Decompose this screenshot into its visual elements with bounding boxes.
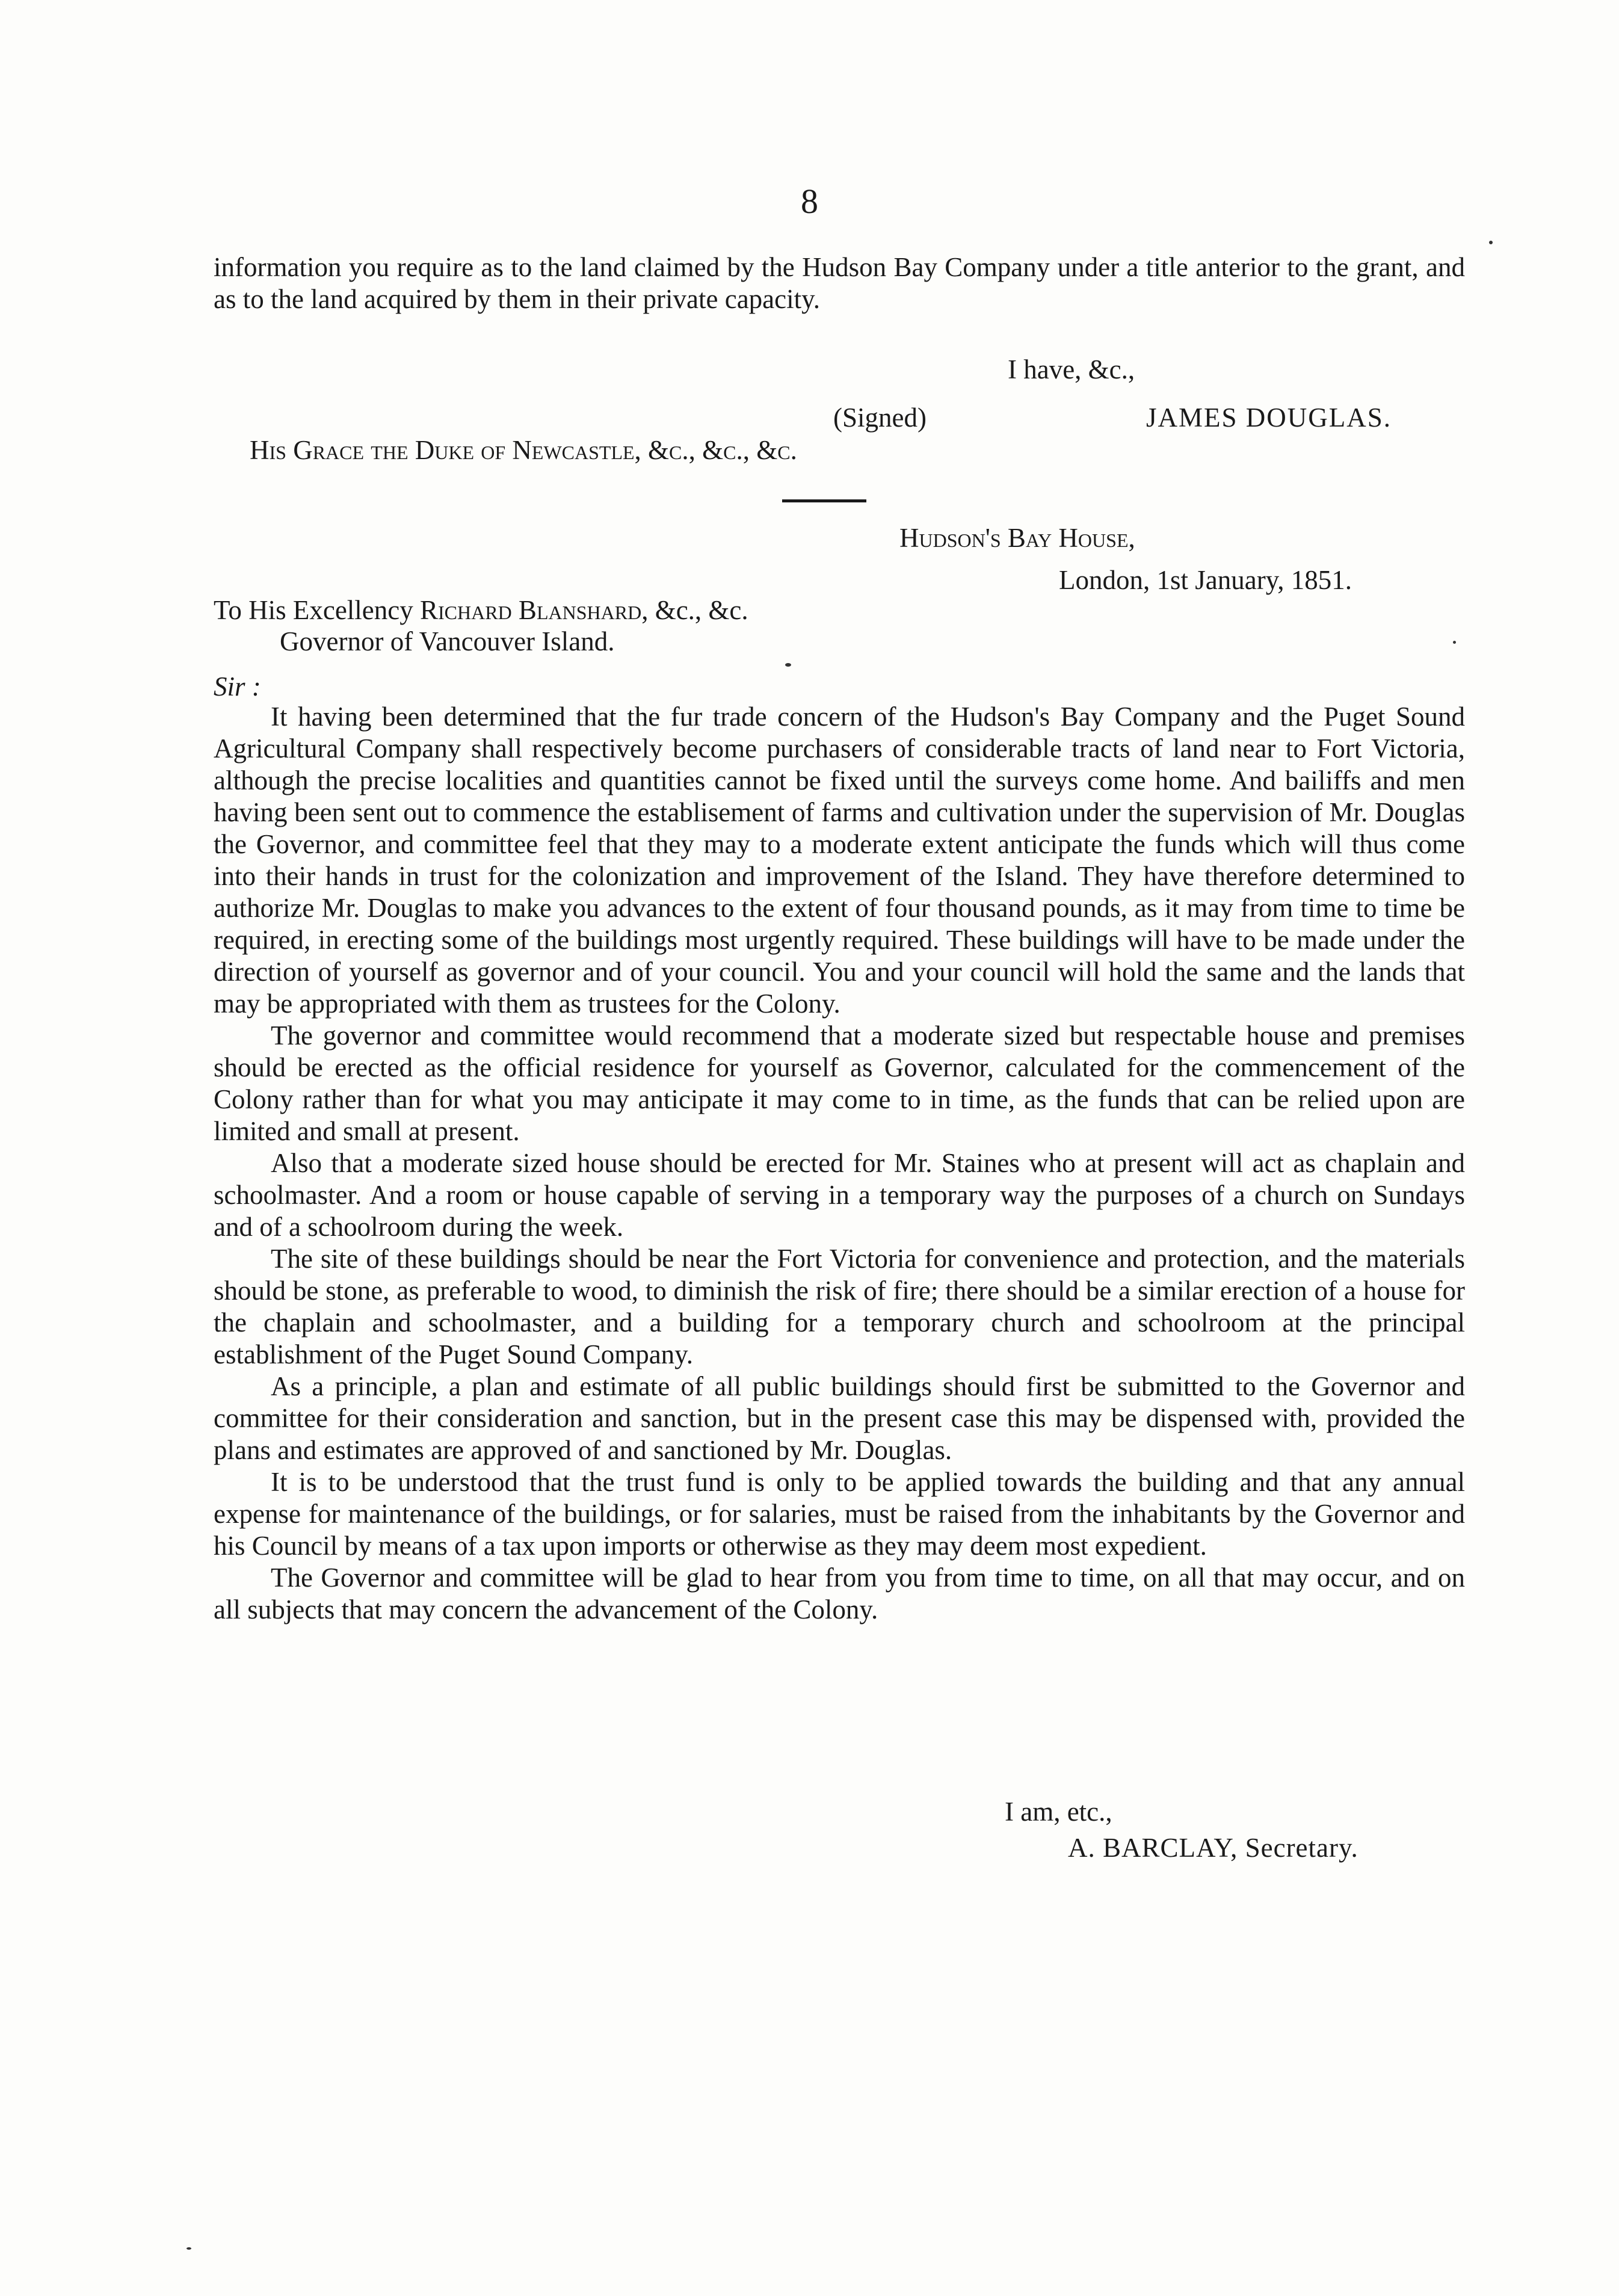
- first-letter-closing: I have, &c.,: [1008, 354, 1135, 384]
- recipient-line2: Governor of Vancouver Island.: [280, 626, 615, 656]
- letter-paragraph-5: As a principle, a plan and estimate of all public buildings should first be submitted to the Governor and committee for their consideration and sanction, but in the present case this may be dispensed with, provided the plans and estimates are approved of and sanctioned by Mr. Douglas.: [214, 1371, 1465, 1465]
- paper-speck: [785, 663, 791, 667]
- recipient-line1: [214, 594, 748, 626]
- first-letter-addressee: His Grace the Duke of Newcastle, &c., &c., &c.: [250, 435, 797, 465]
- recipient-prefix: To His Excellency: [214, 595, 420, 625]
- recipient-name: Richard Blanshard: [420, 595, 642, 625]
- second-letter-closing: I am, etc.,: [1005, 1797, 1112, 1827]
- recipient-suffix: , &c., &c.: [641, 595, 748, 625]
- page-number: 8: [801, 182, 818, 221]
- sender-address-line1: Hudson's Bay House,: [899, 523, 1135, 553]
- section-divider: [782, 499, 866, 502]
- paper-speck: [187, 2247, 191, 2250]
- paper-speck: [1453, 641, 1456, 644]
- letter-paragraph-2: The governor and committee would recommend that a moderate sized but respectable house and premises should be erected as the official residence for yourself as Governor, calculated for the commencement of the Colony rather than for what you may anticipate it may come to in time, as the funds that can be relied upon are limited and small at present.: [214, 1020, 1465, 1146]
- signed-label: (Signed): [833, 403, 927, 433]
- salutation: Sir :: [214, 671, 261, 702]
- intro-text: information you require as to the land claimed by the Hudson Bay Company under a title anterior to the grant, and as to the land acquired by them in their private capacity.: [214, 252, 1465, 314]
- first-letter-signatory: JAMES DOUGLAS.: [1146, 403, 1392, 433]
- paper-speck: [1489, 241, 1493, 244]
- letter-paragraph-6: It is to be understood that the trust fund is only to be applied towards the building and that any annual expense for maintenance of the buildings, or for salaries, must be raised from the inhabitants by the Governor and his Council by means of a tax upon imports or otherwise as they may deem most expedient.: [214, 1467, 1465, 1561]
- intro-paragraph: [214, 252, 1465, 315]
- letter-body: [214, 701, 1465, 1626]
- second-letter-signatory: A. BARCLAY, Secretary.: [1068, 1833, 1358, 1863]
- sender-address-line2: London, 1st January, 1851.: [1059, 565, 1352, 595]
- letter-paragraph-3: Also that a moderate sized house should be erected for Mr. Staines who at present will act as chaplain and schoolmaster. And a room or house capable of serving in a temporary way the purposes of a church on Sundays and of a schoolroom during the week.: [214, 1148, 1465, 1242]
- letter-paragraph-1: It having been determined that the fur trade concern of the Hudson's Bay Company and the Puget Sound Agricultural Company shall respectively become purchasers of considerable tracts of land near to Fort Victoria, although the precise localities and quantities cannot be fixed until the surveys come home. And bailiffs and men having been sent out to commence the establisement of farms and cultivation under the supervision of Mr. Douglas the Governor, and committee feel that they may to a moderate extent anticipate the funds which will thus come into their hands in trust for the colonization and improvement of the Island. They have therefore determined to authorize Mr. Douglas to make you advances to the extent of four thousand pounds, as it may from time to time be required, in erecting some of the buildings most urgently required. These buildings will have to be made under the direction of yourself as governor and of your council. You and your council will hold the same and the lands that may be appropriated with them as trustees for the Colony.: [214, 702, 1465, 1019]
- letter-paragraph-7: The Governor and committee will be glad to hear from you from time to time, on all that may occur, and on all subjects that may concern the advancement of the Colony.: [214, 1563, 1465, 1625]
- letter-paragraph-4: The site of these buildings should be near the Fort Victoria for convenience and protection, and the materials should be stone, as preferable to wood, to diminish the risk of fire; there should be a similar erection of a house for the chaplain and schoolmaster, and a building for a temporary church and schoolroom at the principal establishment of the Puget Sound Company.: [214, 1244, 1465, 1369]
